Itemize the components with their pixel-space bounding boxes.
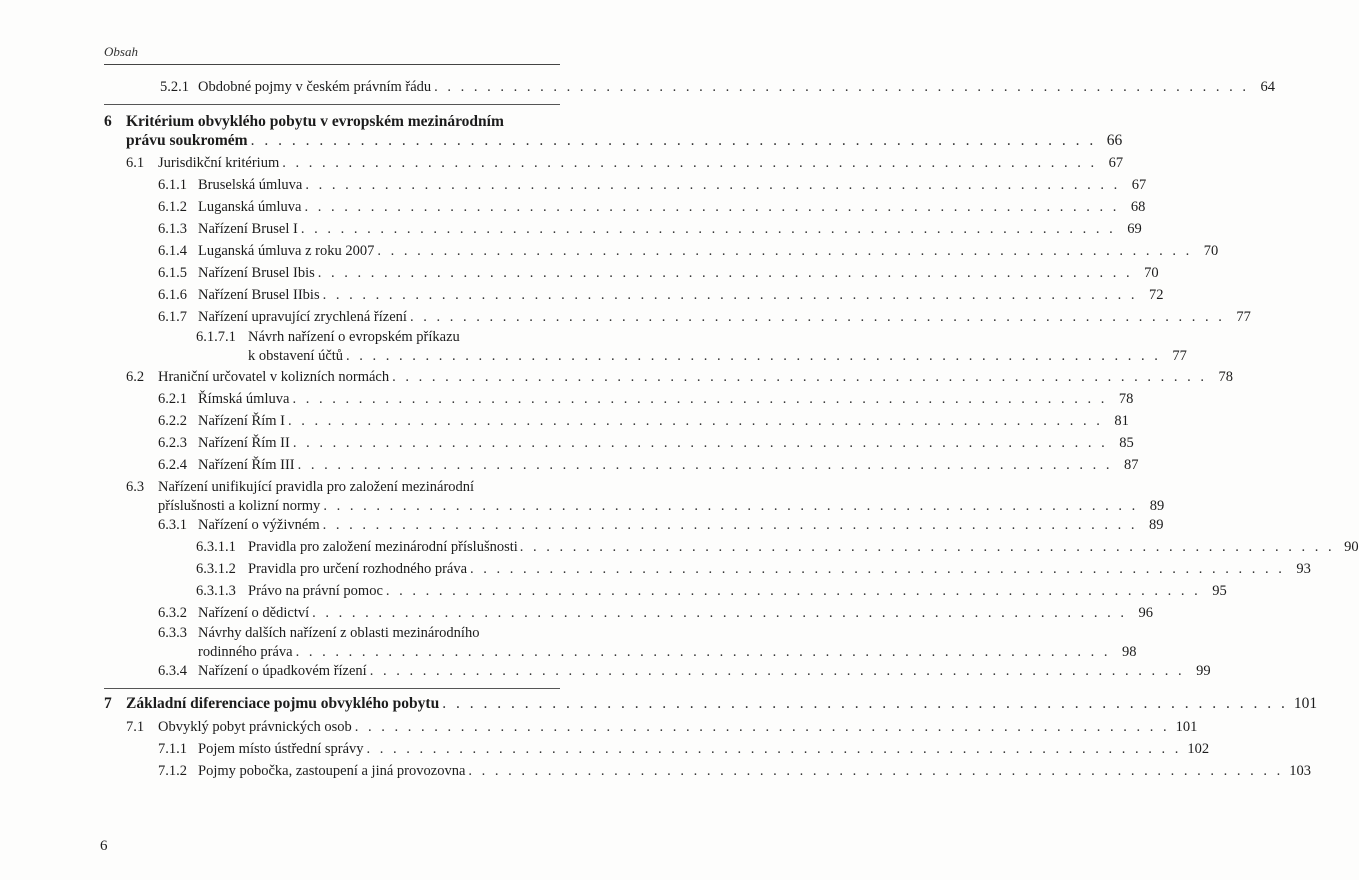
page-number: 69 (1127, 221, 1142, 237)
toc-entry[interactable] (158, 516, 1164, 535)
page-number: 78 (1118, 391, 1134, 407)
page-number: 101 (1175, 719, 1198, 735)
page-number: 72 (1148, 287, 1164, 303)
page-footer-number: 6 (100, 838, 108, 854)
section-title: Nařízení unifikující pravidla pro založení mezinárodní (158, 479, 475, 495)
section-number: 6.1.5 (158, 265, 187, 281)
toc-entry[interactable] (196, 560, 1311, 579)
section-number: 6.3.1.1 (196, 539, 236, 555)
page-number: 103 (1289, 763, 1312, 779)
leader-dots: . . . . . . . . . . . . . . . . . . . . . . . . . . . . . . . . . . . . . . . . . . . . . . . . . . . . . . . . . . . . . . (295, 644, 1111, 660)
section-title: Návrh nařízení o evropském příkazu (248, 329, 460, 345)
toc-chapter[interactable] (104, 694, 1318, 713)
leader-dots: . . . . . . . . . . . . . . . . . . . . . . . . . . . . . . . . . . . . . . . . . . . . . . . . . . . . . . . . . . . . . . (282, 155, 1098, 171)
leader-dots: . . . . . . . . . . . . . . . . . . . . . . . . . . . . . . . . . . . . . . . . . . . . . . . . . . . . . . . . . . . . . . (369, 663, 1185, 679)
running-header: Obsah (104, 44, 138, 59)
page-number: 66 (1106, 132, 1123, 149)
leader-dots: . . . . . . . . . . . . . . . . . . . . . . . . . . . . . . . . . . . . . . . . . . . . . . . . . . . . . . . . . . . . . . (250, 132, 1097, 149)
leader-dots: . . . . . . . . . . . . . . . . . . . . . . . . . . . . . . . . . . . . . . . . . . . . . . . . . . . . . . . . . . . . . . (292, 435, 1108, 451)
toc-entry[interactable] (158, 176, 1147, 195)
section-title: Nařízení Řím II (198, 435, 290, 451)
leader-dots: . . . . . . . . . . . . . . . . . . . . . . . . . . . . . . . . . . . . . . . . . . . . . . . . . . . . . . . . . . . . . . (312, 605, 1127, 621)
chapter-number: 6 (104, 113, 112, 130)
page-number: 93 (1296, 561, 1311, 577)
section-title: Návrhy dalších nařízení z oblasti mezinárodního (198, 625, 480, 641)
section-title: Pravidla pro založení mezinárodní příslušnosti (248, 539, 518, 555)
chapter-separator (104, 688, 560, 689)
leader-dots: . . . . . . . . . . . . . . . . . . . . . . . . . . . . . . . . . . . . . . . . . . . . . . . . . . . . . . . . . . . . . . (442, 695, 1288, 712)
page-number: 85 (1119, 435, 1134, 451)
section-number: 6.3 (126, 479, 145, 495)
page-number: 78 (1218, 369, 1233, 385)
chapter-title: Kritérium obvyklého pobytu v evropském mezinárodním (126, 113, 504, 130)
leader-dots: . . . . . . . . . . . . . . . . . . . . . . . . . . . . . . . . . . . . . . . . . . . . . . . . . . . . . . . . . . . . . . (300, 221, 1116, 237)
page-number: 89 (1149, 498, 1165, 514)
leader-dots: . . . . . . . . . . . . . . . . . . . . . . . . . . . . . . . . . . . . . . . . . . . . . . . . . . . . . . . . . . . . . . (392, 369, 1207, 385)
section-number: 6.2.1 (158, 391, 187, 407)
toc-entry[interactable] (158, 662, 1211, 681)
page-number: 81 (1114, 413, 1129, 429)
section-title: Pojmy pobočka, zastoupení a jiná provozovna (198, 763, 466, 779)
section-number: 6.2.4 (158, 457, 187, 473)
header-rule (104, 64, 560, 65)
page-number: 77 (1172, 348, 1187, 364)
section-title: Pravidla pro určení rozhodného práva (248, 561, 468, 577)
page-number: 67 (1108, 155, 1124, 171)
leader-dots: . . . . . . . . . . . . . . . . . . . . . . . . . . . . . . . . . . . . . . . . . . . . . . . . . . . . . . . . . . . . . . (322, 517, 1138, 533)
toc-chapter[interactable] (104, 112, 1123, 150)
page-number: 70 (1203, 243, 1219, 259)
section-title-continued: k obstavení účtů (248, 348, 344, 364)
toc-entry[interactable] (158, 286, 1164, 305)
toc-entry[interactable] (158, 390, 1134, 409)
section-number: 6.1.4 (158, 243, 187, 259)
section-number: 6.2.3 (158, 435, 187, 451)
toc-entry[interactable] (158, 762, 1312, 781)
section-number: 6.3.1.3 (196, 583, 236, 599)
toc-entry[interactable] (126, 154, 1124, 173)
section-number: 6.3.4 (158, 663, 187, 679)
leader-dots: . . . . . . . . . . . . . . . . . . . . . . . . . . . . . . . . . . . . . . . . . . . . . . . . . . . . . . . . . . . . . . (354, 719, 1170, 735)
leader-dots: . . . . . . . . . . . . . . . . . . . . . . . . . . . . . . . . . . . . . . . . . . . . . . . . . . . . . . . . . . . . . . (305, 177, 1121, 193)
leader-dots: . . . . . . . . . . . . . . . . . . . . . . . . . . . . . . . . . . . . . . . . . . . . . . . . . . . . . . . . . . . . . . (317, 265, 1133, 281)
section-title: Nařízení Brusel I (198, 221, 298, 237)
leader-dots: . . . . . . . . . . . . . . . . . . . . . . . . . . . . . . . . . . . . . . . . . . . . . . . . . . . . . . . . . . . . . . (519, 539, 1335, 555)
toc-entry[interactable] (158, 434, 1134, 453)
section-title: Nařízení upravující zrychlená řízení (198, 309, 407, 325)
leader-dots: . . . . . . . . . . . . . . . . . . . . . . . . . . . . . . . . . . . . . . . . . . . . . . . . . . . . . . . . . . . . . . (468, 763, 1284, 779)
page-number: 98 (1122, 644, 1137, 660)
section-title: Nařízení Brusel Ibis (198, 265, 315, 281)
section-number: 6.1 (126, 155, 145, 171)
page-number: 99 (1196, 663, 1211, 679)
toc-entry[interactable] (158, 624, 1137, 662)
leader-dots: . . . . . . . . . . . . . . . . . . . . . . . . . . . . . . . . . . . . . . . . . . . . . . . . . . . . . . . . . . . . . . (287, 413, 1103, 429)
toc-entry[interactable] (196, 328, 1187, 366)
section-title: Nařízení Řím III (198, 457, 295, 473)
page-number: 96 (1138, 605, 1153, 621)
toc-entry[interactable] (158, 242, 1219, 261)
section-number: 6.2.2 (158, 413, 187, 429)
toc-entry[interactable] (158, 456, 1139, 475)
section-title-continued: rodinného práva (198, 644, 293, 660)
section-number: 6.1.1 (158, 177, 187, 193)
leader-dots: . . . . . . . . . . . . . . . . . . . . . . . . . . . . . . . . . . . . . . . . . . . . . . . . . . . . . . . . . . . . . . (297, 457, 1113, 473)
section-title: Nařízení o dědictví (198, 605, 310, 621)
page-number: 90 (1344, 539, 1359, 555)
page-number: 67 (1131, 177, 1147, 193)
leader-dots: . . . . . . . . . . . . . . . . . . . . . . . . . . . . . . . . . . . . . . . . . . . . . . . . . . . . . . . . . . . . . . (323, 498, 1139, 514)
leader-dots: . . . . . . . . . . . . . . . . . . . . . . . . . . . . . . . . . . . . . . . . . . . . . . . . . . . . . . . . . . . . . . (292, 391, 1108, 407)
section-title: Římská úmluva (198, 391, 290, 407)
chapter-number: 7 (104, 695, 112, 712)
page-number: 101 (1293, 695, 1318, 712)
toc-entry[interactable] (158, 740, 1210, 759)
page-number: 87 (1124, 457, 1139, 473)
section-number: 6.1.2 (158, 199, 187, 215)
chapter-separator (104, 104, 560, 105)
leader-dots: . . . . . . . . . . . . . . . . . . . . . . . . . . . . . . . . . . . . . . . . . . . . . . . . . . . . . . . . . . . . . . (377, 243, 1193, 259)
section-title: Nařízení Brusel IIbis (198, 287, 320, 303)
leader-dots: . . . . . . . . . . . . . . . . . . . . . . . . . . . . . . . . . . . . . . . . . . . . . . . . . . . . . . . . . . . . . . (385, 583, 1201, 599)
page-number: 77 (1236, 309, 1251, 325)
leader-dots: . . . . . . . . . . . . . . . . . . . . . . . . . . . . . . . . . . . . . . . . . . . . . . . . . . . . . . . . . . . . . . (366, 741, 1182, 757)
page-number: 64 (1260, 79, 1276, 95)
page-number: 68 (1130, 199, 1146, 215)
section-title: Bruselská úmluva (198, 177, 303, 193)
section-number: 6.2 (126, 369, 145, 385)
page-number: 102 (1187, 741, 1210, 757)
leader-dots: . . . . . . . . . . . . . . . . . . . . . . . . . . . . . . . . . . . . . . . . . . . . . . . . . . . . . . . . . . . . . . (304, 199, 1120, 215)
toc-entry[interactable] (158, 412, 1129, 431)
toc-entry[interactable] (158, 308, 1251, 327)
section-title: Nařízení o výživném (198, 517, 320, 533)
leader-dots: . . . . . . . . . . . . . . . . . . . . . . . . . . . . . . . . . . . . . . . . . . . . . . . . . . . . . . . . . . . . . . (434, 79, 1250, 95)
toc-entry[interactable] (196, 538, 1359, 557)
leader-dots: . . . . . . . . . . . . . . . . . . . . . . . . . . . . . . . . . . . . . . . . . . . . . . . . . . . . . . . . . . . . . . (346, 348, 1161, 364)
toc-entry[interactable] (158, 604, 1153, 623)
toc-entry[interactable] (196, 582, 1227, 601)
section-number: 6.1.7.1 (196, 329, 236, 345)
leader-dots: . . . . . . . . . . . . . . . . . . . . . . . . . . . . . . . . . . . . . . . . . . . . . . . . . . . . . . . . . . . . . . (409, 309, 1225, 325)
toc-entry[interactable] (126, 718, 1198, 737)
section-number: 6.1.7 (158, 309, 187, 325)
section-title: Nařízení o úpadkovém řízení (198, 663, 367, 679)
leader-dots: . . . . . . . . . . . . . . . . . . . . . . . . . . . . . . . . . . . . . . . . . . . . . . . . . . . . . . . . . . . . . . (322, 287, 1138, 303)
toc-entry[interactable] (126, 478, 1165, 516)
section-title: Luganská úmluva z roku 2007 (198, 243, 375, 259)
section-title: Obvyklý pobyt právnických osob (158, 719, 352, 735)
section-title: Luganská úmluva (198, 199, 302, 215)
section-title: Nařízení Řím I (198, 413, 285, 429)
section-title: Hraniční určovatel v kolizních normách (158, 369, 390, 385)
chapter-title: Základní diferenciace pojmu obvyklého pobytu (126, 695, 440, 712)
section-title: Obdobné pojmy v českém právním řádu (198, 79, 432, 95)
section-number: 7.1.2 (158, 763, 187, 779)
section-title: Právo na právní pomoc (248, 583, 383, 599)
page-number: 95 (1212, 583, 1227, 599)
toc-entry[interactable] (158, 264, 1159, 283)
section-title-continued: příslušnosti a kolizní normy (158, 498, 321, 514)
section-number: 6.1.6 (158, 287, 187, 303)
section-number: 6.3.1.2 (196, 561, 236, 577)
toc-entry[interactable] (126, 368, 1233, 387)
chapter-title-continued: právu soukromém (126, 132, 248, 149)
section-number: 6.3.3 (158, 625, 187, 641)
section-title: Pojem místo ústřední správy (198, 741, 364, 757)
toc-entry[interactable] (158, 198, 1146, 217)
section-number: 5.2.1 (160, 79, 189, 95)
page-number: 70 (1144, 265, 1159, 281)
section-title: Jurisdikční kritérium (158, 155, 280, 171)
section-number: 6.1.3 (158, 221, 187, 237)
section-number: 6.3.1 (158, 517, 187, 533)
page-number: 89 (1148, 517, 1164, 533)
section-number: 7.1.1 (158, 741, 187, 757)
leader-dots: . . . . . . . . . . . . . . . . . . . . . . . . . . . . . . . . . . . . . . . . . . . . . . . . . . . . . . . . . . . . . . (470, 561, 1285, 577)
toc-entry[interactable] (158, 220, 1142, 239)
toc-entry[interactable] (160, 78, 1276, 97)
section-number: 7.1 (126, 719, 145, 735)
section-number: 6.3.2 (158, 605, 187, 621)
